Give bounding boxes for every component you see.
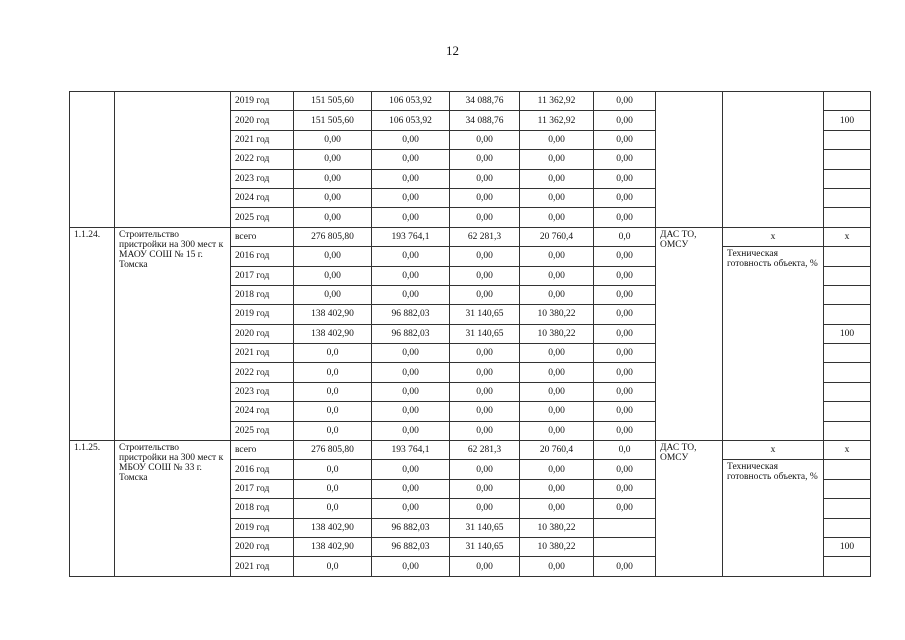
indicator-value-cell: 100	[824, 111, 871, 130]
value-cell: 0,00	[294, 130, 372, 149]
indicator-value-cell	[824, 402, 871, 421]
value-cell: 0,00	[372, 285, 450, 304]
indicator-value-cell	[824, 92, 871, 111]
value-cell: 0,00	[520, 150, 594, 169]
value-cell: 0,00	[372, 402, 450, 421]
value-cell: 62 281,3	[450, 441, 520, 460]
value-cell: 0,00	[594, 305, 656, 324]
value-cell: 0,00	[594, 499, 656, 518]
value-cell: 0,00	[450, 460, 520, 479]
value-cell: 31 140,65	[450, 324, 520, 343]
value-cell: 0,00	[372, 130, 450, 149]
value-cell: 0,00	[372, 266, 450, 285]
value-cell: 0,00	[594, 188, 656, 207]
indicator-value-cell	[824, 557, 871, 576]
indicator-value-cell	[824, 247, 871, 266]
year-cell: 2016 год	[231, 247, 294, 266]
item-number: 1.1.25.	[70, 441, 115, 577]
value-cell: 0,0	[294, 402, 372, 421]
value-cell: 0,00	[594, 92, 656, 111]
value-cell: 0,00	[294, 266, 372, 285]
value-cell: 0,00	[450, 557, 520, 576]
value-cell: 0,00	[450, 150, 520, 169]
value-cell: 0,00	[294, 208, 372, 227]
year-cell: 2021 год	[231, 130, 294, 149]
value-cell: 0,00	[594, 169, 656, 188]
value-cell: 0,0	[294, 460, 372, 479]
value-cell: 0,00	[450, 208, 520, 227]
value-cell: 0,00	[450, 421, 520, 440]
value-cell: 0,00	[594, 285, 656, 304]
year-cell: 2020 год	[231, 324, 294, 343]
value-cell: 0,00	[372, 499, 450, 518]
year-cell: всего	[231, 227, 294, 246]
value-cell: 0,00	[520, 247, 594, 266]
value-cell: 151 505,60	[294, 111, 372, 130]
value-cell: 0,0	[294, 363, 372, 382]
indicator-value-cell	[824, 518, 871, 537]
value-cell: 0,00	[372, 382, 450, 401]
value-cell: 0,00	[450, 479, 520, 498]
year-cell: 2023 год	[231, 382, 294, 401]
indicator-value-cell	[824, 460, 871, 479]
value-cell: 0,00	[520, 344, 594, 363]
year-cell: 2022 год	[231, 363, 294, 382]
table-row	[70, 227, 871, 246]
value-cell: 0,00	[372, 557, 450, 576]
year-cell: 2017 год	[231, 266, 294, 285]
value-cell: 0,0	[294, 499, 372, 518]
executor-cell	[656, 92, 723, 228]
value-cell: 0,00	[372, 150, 450, 169]
value-cell: 0,00	[520, 266, 594, 285]
value-cell: 0,00	[294, 188, 372, 207]
indicator-name-header: х	[723, 441, 824, 460]
value-cell: 193 764,1	[372, 441, 450, 460]
value-cell: 138 402,90	[294, 324, 372, 343]
value-cell: 96 882,03	[372, 305, 450, 324]
value-cell: 0,00	[450, 499, 520, 518]
value-cell: 0,00	[594, 111, 656, 130]
value-cell: 0,00	[450, 247, 520, 266]
value-cell: 0,00	[594, 363, 656, 382]
value-cell: 0,00	[520, 188, 594, 207]
value-cell: 0,0	[294, 557, 372, 576]
value-cell	[594, 537, 656, 556]
value-cell: 96 882,03	[372, 537, 450, 556]
value-cell: 0,00	[520, 557, 594, 576]
value-cell: 0,00	[294, 150, 372, 169]
year-cell: 2020 год	[231, 537, 294, 556]
value-cell: 151 505,60	[294, 92, 372, 111]
num-cell	[70, 92, 115, 228]
item-name: Строительство пристройки на 300 мест к МАОУ СОШ № 15 г. Томска	[115, 227, 231, 440]
value-cell: 0,00	[450, 285, 520, 304]
value-cell: 0,00	[594, 344, 656, 363]
year-cell: 2021 год	[231, 557, 294, 576]
value-cell: 0,00	[450, 344, 520, 363]
value-cell: 0,0	[294, 344, 372, 363]
value-cell: 0,00	[294, 247, 372, 266]
value-cell: 0,00	[372, 247, 450, 266]
value-cell: 96 882,03	[372, 324, 450, 343]
value-cell: 31 140,65	[450, 537, 520, 556]
value-cell: 0,00	[594, 266, 656, 285]
year-cell: 2016 год	[231, 460, 294, 479]
indicator-value-cell	[824, 169, 871, 188]
indicator-value-cell	[824, 421, 871, 440]
indicator-value-cell: 100	[824, 537, 871, 556]
value-cell: 0,0	[594, 441, 656, 460]
indicator-value-cell	[824, 305, 871, 324]
value-cell: 0,00	[450, 363, 520, 382]
value-cell: 0,00	[594, 247, 656, 266]
value-cell: 0,00	[372, 169, 450, 188]
indicator-value-cell: х	[824, 227, 871, 246]
indicator-value-cell: 100	[824, 324, 871, 343]
year-cell: 2024 год	[231, 188, 294, 207]
value-cell: 193 764,1	[372, 227, 450, 246]
value-cell: 0,00	[520, 363, 594, 382]
year-cell: 2019 год	[231, 92, 294, 111]
table-row	[70, 92, 871, 111]
value-cell: 0,0	[294, 382, 372, 401]
year-cell: 2018 год	[231, 285, 294, 304]
value-cell: 106 053,92	[372, 111, 450, 130]
indicator-value-cell	[824, 499, 871, 518]
year-cell: всего	[231, 441, 294, 460]
value-cell: 31 140,65	[450, 518, 520, 537]
page-number: 12	[446, 43, 459, 58]
indicator-value-cell	[824, 363, 871, 382]
indicator-value-cell	[824, 130, 871, 149]
value-cell: 0,00	[450, 169, 520, 188]
value-cell: 0,00	[594, 208, 656, 227]
value-cell	[594, 518, 656, 537]
executor: ДАС ТО, ОМСУ	[656, 227, 723, 440]
value-cell: 0,00	[520, 169, 594, 188]
indicator-name: Техническая готовность объекта, %	[723, 247, 824, 441]
value-cell: 11 362,92	[520, 92, 594, 111]
year-cell: 2024 год	[231, 402, 294, 421]
indicator-value-cell	[824, 208, 871, 227]
value-cell: 10 380,22	[520, 537, 594, 556]
year-cell: 2017 год	[231, 479, 294, 498]
indicator-name: Техническая готовность объекта, %	[723, 460, 824, 576]
value-cell: 0,00	[450, 188, 520, 207]
value-cell: 11 362,92	[520, 111, 594, 130]
year-cell: 2022 год	[231, 150, 294, 169]
indicator-name-header: х	[723, 227, 824, 246]
value-cell: 138 402,90	[294, 537, 372, 556]
value-cell: 20 760,4	[520, 227, 594, 246]
value-cell: 0,00	[520, 421, 594, 440]
item-name: Строительство пристройки на 300 мест к МБОУ СОШ № 33 г. Томска	[115, 441, 231, 577]
indicator-value-cell	[824, 150, 871, 169]
indicator-value-cell: х	[824, 441, 871, 460]
year-cell: 2021 год	[231, 344, 294, 363]
value-cell: 276 805,80	[294, 227, 372, 246]
value-cell: 0,00	[372, 363, 450, 382]
value-cell: 0,0	[294, 421, 372, 440]
value-cell: 0,00	[594, 324, 656, 343]
value-cell: 0,00	[594, 130, 656, 149]
value-cell: 0,00	[450, 402, 520, 421]
indicator-value-cell	[824, 479, 871, 498]
executor: ДАС ТО, ОМСУ	[656, 441, 723, 577]
value-cell: 0,00	[520, 208, 594, 227]
indicator-value-cell	[824, 188, 871, 207]
value-cell: 0,00	[372, 460, 450, 479]
value-cell: 0,00	[372, 421, 450, 440]
year-cell: 2025 год	[231, 208, 294, 227]
value-cell: 0,0	[594, 227, 656, 246]
value-cell: 0,00	[520, 479, 594, 498]
value-cell: 0,0	[294, 479, 372, 498]
value-cell: 0,00	[594, 382, 656, 401]
year-cell: 2018 год	[231, 499, 294, 518]
indicator-value-cell	[824, 382, 871, 401]
value-cell: 0,00	[520, 460, 594, 479]
indicator-value-cell	[824, 285, 871, 304]
value-cell: 0,00	[520, 382, 594, 401]
value-cell: 0,00	[520, 402, 594, 421]
value-cell: 0,00	[372, 344, 450, 363]
year-cell: 2020 год	[231, 111, 294, 130]
indicator-value-cell	[824, 344, 871, 363]
year-cell: 2023 год	[231, 169, 294, 188]
value-cell: 31 140,65	[450, 305, 520, 324]
value-cell: 0,00	[372, 208, 450, 227]
value-cell: 0,00	[372, 188, 450, 207]
value-cell: 0,00	[594, 557, 656, 576]
value-cell: 0,00	[594, 150, 656, 169]
value-cell: 96 882,03	[372, 518, 450, 537]
value-cell: 20 760,4	[520, 441, 594, 460]
budget-table	[69, 91, 871, 577]
value-cell: 276 805,80	[294, 441, 372, 460]
value-cell: 10 380,22	[520, 518, 594, 537]
table-row	[70, 441, 871, 460]
value-cell: 106 053,92	[372, 92, 450, 111]
indicator-value-cell	[824, 266, 871, 285]
indicator-name-cell	[723, 92, 824, 228]
value-cell: 0,00	[594, 460, 656, 479]
value-cell: 10 380,22	[520, 305, 594, 324]
value-cell: 138 402,90	[294, 518, 372, 537]
value-cell: 10 380,22	[520, 324, 594, 343]
value-cell: 0,00	[520, 499, 594, 518]
value-cell: 0,00	[594, 421, 656, 440]
value-cell: 0,00	[294, 169, 372, 188]
value-cell: 0,00	[520, 285, 594, 304]
value-cell: 0,00	[520, 130, 594, 149]
value-cell: 62 281,3	[450, 227, 520, 246]
value-cell: 0,00	[294, 285, 372, 304]
value-cell: 0,00	[450, 266, 520, 285]
value-cell: 0,00	[594, 402, 656, 421]
value-cell: 34 088,76	[450, 111, 520, 130]
value-cell: 0,00	[594, 479, 656, 498]
value-cell: 0,00	[450, 382, 520, 401]
year-cell: 2019 год	[231, 305, 294, 324]
value-cell: 34 088,76	[450, 92, 520, 111]
value-cell: 0,00	[450, 130, 520, 149]
year-cell: 2025 год	[231, 421, 294, 440]
item-number: 1.1.24.	[70, 227, 115, 440]
value-cell: 0,00	[372, 479, 450, 498]
name-cell	[115, 92, 231, 228]
year-cell: 2019 год	[231, 518, 294, 537]
value-cell: 138 402,90	[294, 305, 372, 324]
